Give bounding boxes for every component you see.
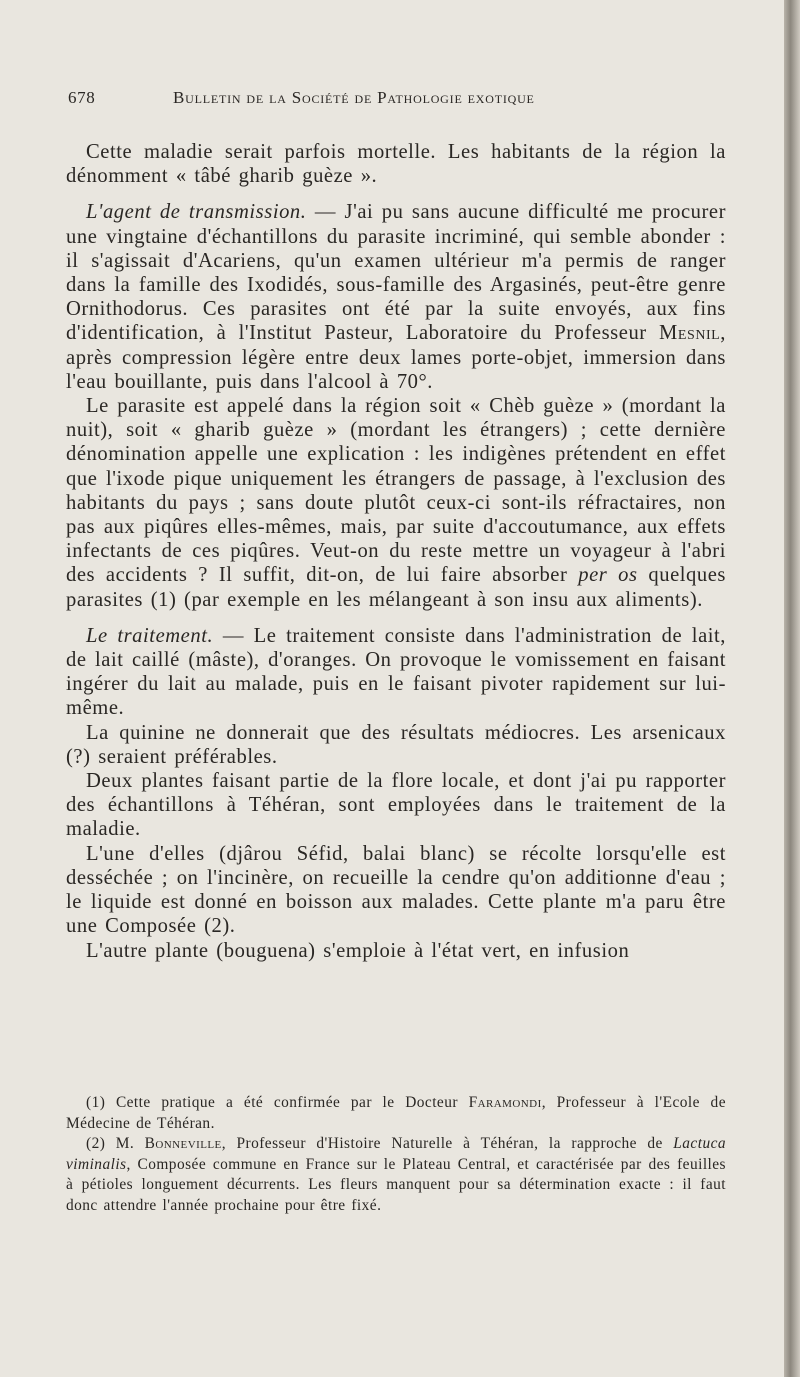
species-name: Lactuca viminalis: [66, 1135, 727, 1173]
footnote-2-end: , Composée commune en France sur le Plateau Central, et caractérisée par des feuilles à pétioles longuement décurrents. Les fleurs manquent pour sa détermination exacte : il faut donc attendre l'année prochaine pour être fixé.: [66, 1155, 726, 1214]
paragraph-3-end: quelques parasites (1) (par exemple en les mélangeant à son insu aux aliments).: [66, 564, 726, 611]
section-heading-traitement: Le traitement.: [86, 624, 214, 647]
paragraph-traitement: [66, 624, 726, 721]
footnotes: [66, 1093, 726, 1217]
footnote-1: [66, 1093, 726, 1134]
paragraph-7: [66, 842, 726, 939]
footnote-2-mid: , Professeur d'Histoire Naturelle à Téhéran, la rapproche de: [221, 1135, 674, 1153]
paragraph-1-text: Cette maladie serait parfois mortelle. Les habitants de la région la dénomment « tâbé gharib guèze ».: [66, 141, 726, 188]
footnote-1-text: (1) Cette pratique a été confirmée par le Docteur: [86, 1094, 469, 1111]
paragraph-3: [66, 394, 726, 612]
paragraph-3-text: Le parasite est appelé dans la région soit « Chèb guèze » (mordant la nuit), soit « gharib guèze » (mordant les étrangers) ; cette dernière dénomination appelle une explication : les indigènes prétendent en effet que l'ixode pique uniquement les étrangers de passage, à l'exclusion des habitants du pays ; sans doute plutôt ceux-ci sont-ils réfractaires, non pas aux piqûres elles-mêmes, mais, par suite d'accoutumance, aux effets infectants de ces piqûres. Veut-on du reste mettre un voyageur à l'abri des accidents ? Il suffit, dit-on, de lui faire absorber: [66, 395, 726, 587]
footnote-1-end: , Professeur à l'Ecole de Médecine de Téhéran.: [66, 1094, 726, 1132]
paragraph-5-text: La quinine ne donnerait que des résultats médiocres. Les arsenicaux (?) seraient préférables.: [66, 721, 726, 768]
author-name-faramondi: Faramondi: [468, 1094, 542, 1111]
page-edge-shadow: [784, 0, 800, 1377]
author-name-bonneville: Bonneville: [144, 1135, 222, 1153]
paragraph-8-text: L'autre plante (bouguena) s'emploie à l'état vert, en infusion: [86, 939, 630, 962]
author-name-mesnil: Mesnil: [659, 322, 721, 345]
paragraph-8: [66, 939, 726, 963]
journal-title: Bulletin de la Société de Pathologie exotique: [173, 88, 535, 107]
running-head: [68, 88, 728, 114]
paragraph-2-end: , après compression légère entre deux lames porte-objet, immersion dans l'eau bouillante, puis dans l'alcool à 70°.: [66, 322, 726, 393]
paragraph-agent-transmission: [66, 200, 726, 394]
footnote-2-text: (2) M.: [86, 1135, 145, 1153]
page-number: 678: [68, 88, 96, 107]
body-text: [66, 140, 726, 963]
paragraph-6-text: Deux plantes faisant partie de la flore locale, et dont j'ai pu rapporter des échantillons à Téhéran, sont employées dans le traitement de la maladie.: [66, 770, 726, 841]
paragraph-6: [66, 769, 726, 842]
paragraph-5: [66, 721, 726, 769]
latin-per-os: per os: [578, 564, 638, 587]
paragraph-2-text: — J'ai pu sans aucune difficulté me procurer une vingtaine d'échantillons du parasite incriminé, qui semble abonder : il s'agissait d'Acariens, qu'un examen ultérieur m'a permis de ranger dans la famille des Ixodidés, sous-famille des Argasinés, peut-être genre Ornithodorus. Ces parasites ont été par la suite envoyés, aux fins d'identification, à l'Institut Pasteur, Laboratoire du Professeur: [66, 201, 726, 345]
paragraph-1: [66, 140, 726, 188]
section-heading-agent: L'agent de transmission.: [86, 201, 307, 224]
paragraph-7-text: L'une d'elles (djârou Séfid, balai blanc) se récolte lorsqu'elle est desséchée ; on l'incinère, on recueille la cendre qu'on additionne d'eau ; le liquide est donné en boisson aux malades. Cette plante m'a paru être une Composée (2).: [66, 842, 726, 938]
footnote-2: [66, 1134, 726, 1216]
paragraph-4-text: — Le traitement consiste dans l'administration de lait, de lait caillé (mâste), d'oranges. On provoque le vomissement en faisant ingérer du lait au malade, puis en le faisant pivoter rapidement sur lui-même.: [66, 624, 726, 720]
